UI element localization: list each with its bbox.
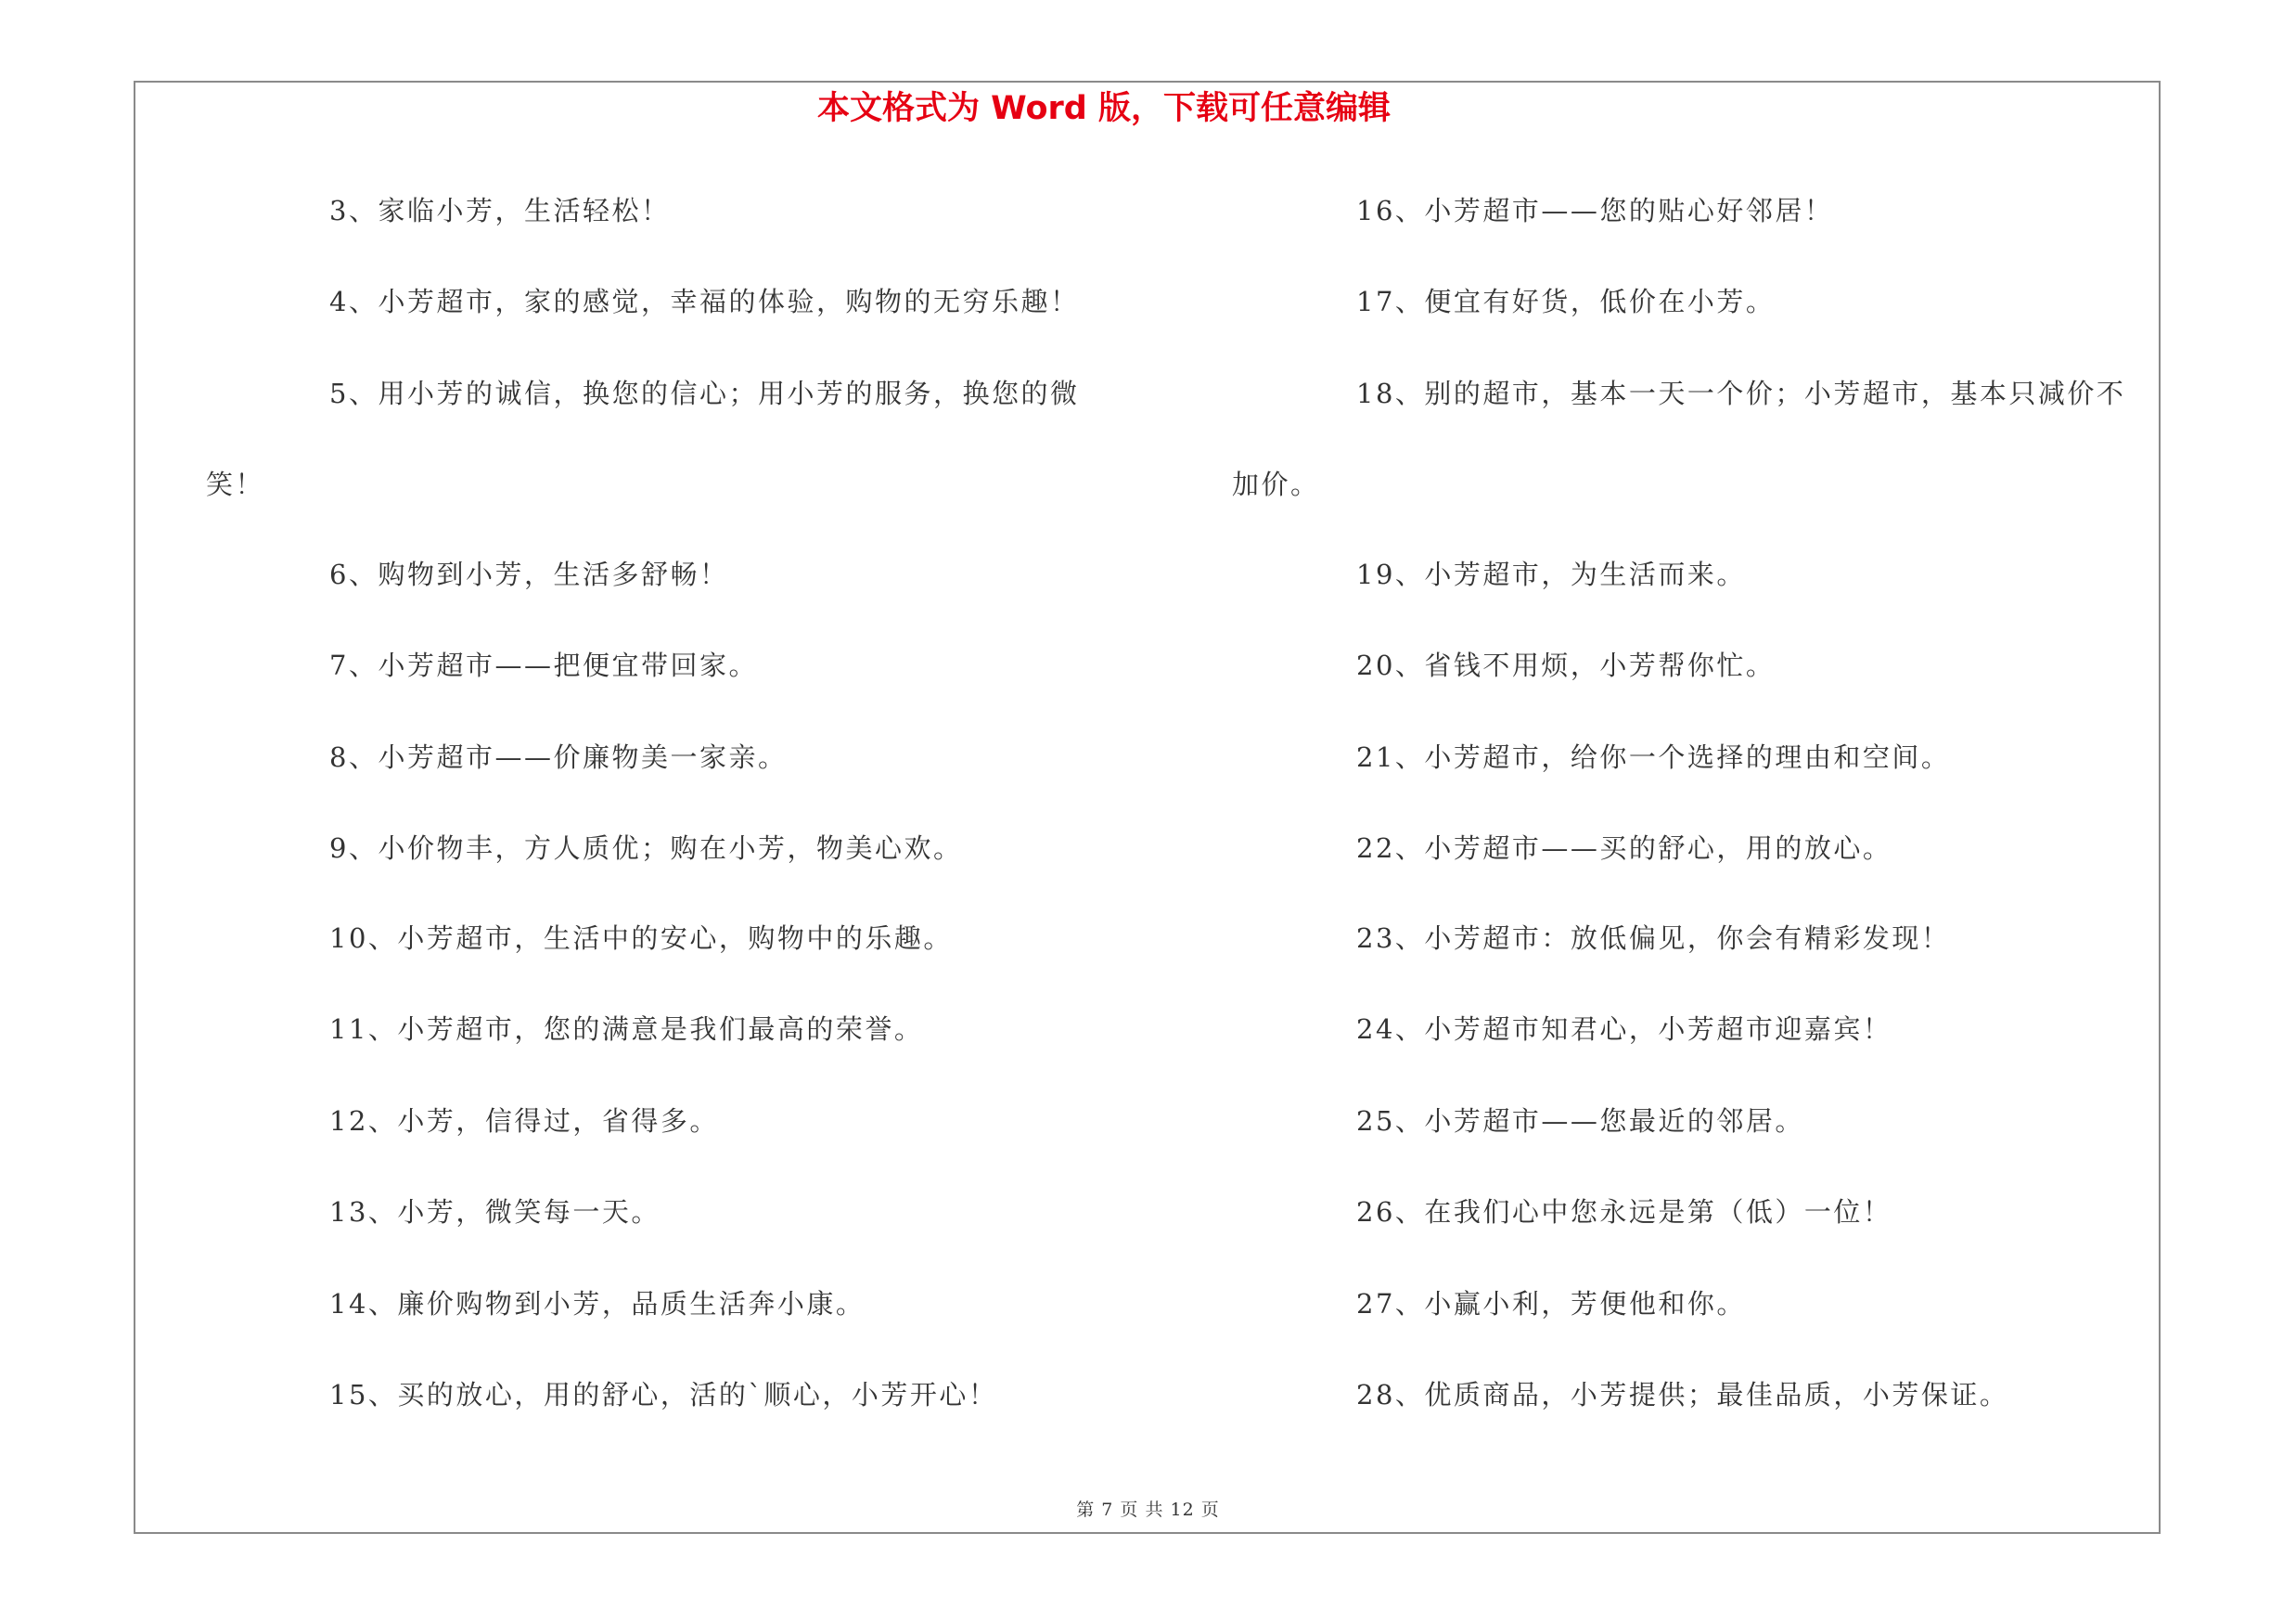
slogan-line: 27、小赢小利，芳便他和你。 <box>1356 1288 1746 1320</box>
slogan-line: 26、在我们心中您永远是第（低）一位！ <box>1356 1196 1892 1228</box>
document-notice-title: 本文格式为 Word 版，下载可任意编辑 <box>816 90 1392 127</box>
slogan-line-continuation: 笑！ <box>206 469 265 500</box>
slogan-line: 25、小芳超市——您最近的邻居。 <box>1356 1105 1804 1137</box>
slogan-line: 24、小芳超市知君心，小芳超市迎嘉宾！ <box>1356 1013 1892 1045</box>
slogan-line: 10、小芳超市，生活中的安心，购物中的乐趣。 <box>329 922 953 954</box>
slogan-line: 22、小芳超市——买的舒心，用的放心。 <box>1356 832 1892 864</box>
slogan-line: 28、优质商品，小芳提供；最佳品质，小芳保证。 <box>1356 1379 2009 1410</box>
slogan-line: 21、小芳超市，给你一个选择的理由和空间。 <box>1356 741 1951 773</box>
slogan-line: 8、小芳超市——价廉物美一家亲。 <box>329 741 788 773</box>
slogan-line: 16、小芳超市——您的贴心好邻居！ <box>1356 195 1834 226</box>
slogan-line: 9、小价物丰，方人质优；购在小芳，物美心欢。 <box>329 832 963 864</box>
slogan-line: 5、用小芳的诚信，换您的信心；用小芳的服务，换您的微 <box>329 378 1080 409</box>
slogan-line: 17、便宜有好货，低价在小芳。 <box>1356 286 1776 317</box>
slogan-line: 7、小芳超市——把便宜带回家。 <box>329 650 758 681</box>
slogan-line: 19、小芳超市，为生活而来。 <box>1356 559 1746 590</box>
slogan-line: 11、小芳超市，您的满意是我们最高的荣誉。 <box>329 1013 924 1045</box>
slogan-line: 18、别的超市，基本一天一个价；小芳超市，基本只减价不 <box>1356 378 2126 409</box>
slogan-line: 4、小芳超市，家的感觉，幸福的体验，购物的无穷乐趣！ <box>329 286 1080 317</box>
slogan-line-continuation: 加价。 <box>1232 469 1320 500</box>
slogan-line: 6、购物到小芳，生活多舒畅！ <box>329 559 729 590</box>
slogan-line: 14、廉价购物到小芳，品质生活奔小康。 <box>329 1288 866 1320</box>
slogan-line: 15、买的放心，用的舒心，活的`顺心，小芳开心！ <box>329 1379 998 1410</box>
slogan-line: 13、小芳，微笑每一天。 <box>329 1196 661 1228</box>
slogan-line: 23、小芳超市：放低偏见，你会有精彩发现！ <box>1356 922 1951 954</box>
slogan-line: 20、省钱不用烦，小芳帮你忙。 <box>1356 650 1776 681</box>
slogan-line: 3、家临小芳，生活轻松！ <box>329 195 671 226</box>
page-number: 第 7 页 共 12 页 <box>1076 1500 1220 1520</box>
slogan-line: 12、小芳，信得过，省得多。 <box>329 1105 719 1137</box>
